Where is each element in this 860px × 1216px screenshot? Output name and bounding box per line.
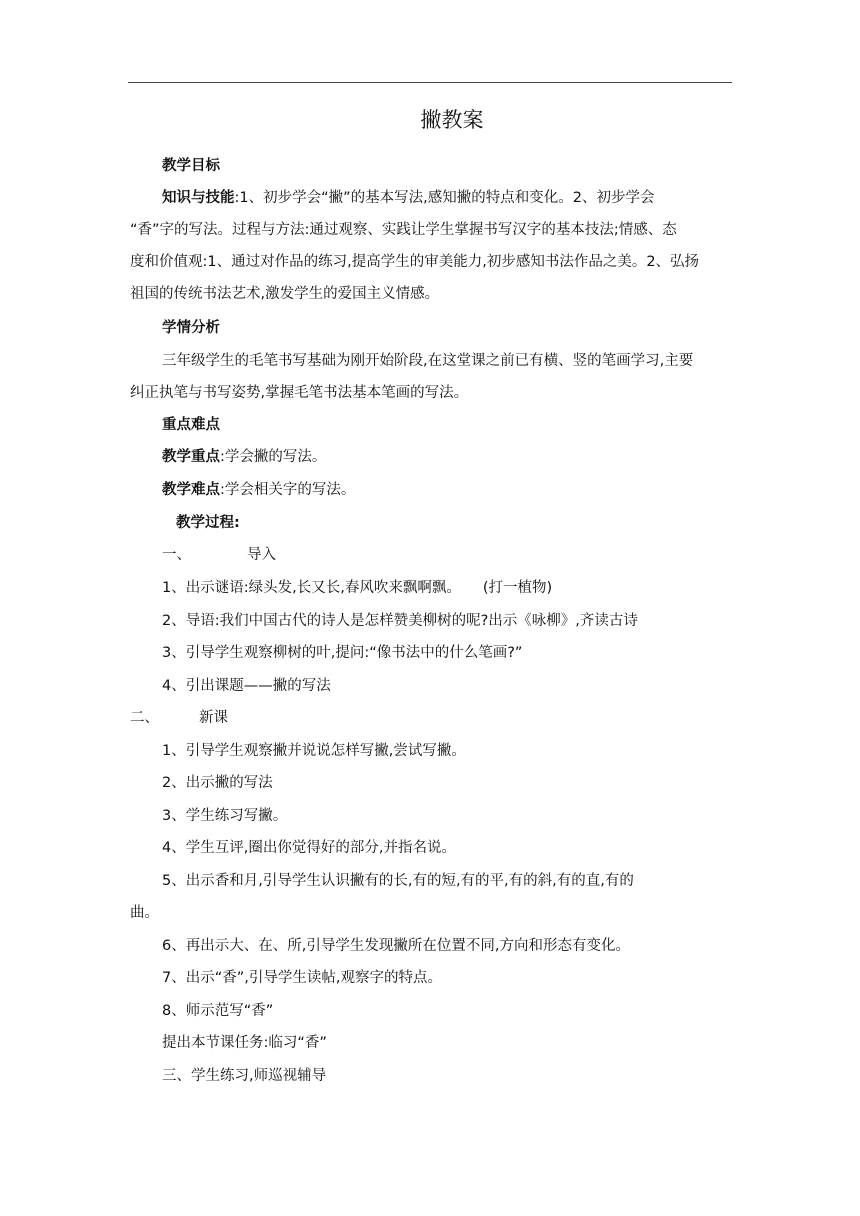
header-rule [128, 82, 732, 83]
part2-item-6: 6、再出示大、在、所,引导学生发现撇所在位置不同,方向和形态有变化。 [162, 938, 630, 954]
analysis-text-line1: 三年级学生的毛笔书写基础为刚开始阶段,在这堂课之前已有横、竖的笔画学习,主要 [162, 353, 694, 369]
skills-text-line2: “香”字的写法。过程与方法:通过观察、实践让学生掌握书写汉字的基本技法;情感、态 [130, 222, 677, 238]
part2-item-8: 8、师示范写“香” [162, 1003, 274, 1019]
part2-item-1: 1、引导学生观察撇并说说怎样写撇,尝试写撇。 [162, 743, 466, 759]
analysis-text-line2: 纠正执笔与书写姿势,掌握毛笔书法基本笔画的写法。 [130, 385, 469, 401]
paragraph-focus [162, 447, 326, 467]
part1-heading [162, 545, 276, 565]
skills-label: 知识与技能 [162, 190, 235, 206]
part2-item-3: 3、学生练习写撇。 [162, 808, 288, 824]
skills-text-line4: 祖国的传统书法艺术,激发学生的爱国主义情感。 [130, 286, 440, 302]
part2-item-5-continued: 曲。 [130, 905, 159, 921]
part2-item-7: 7、出示“香”,引导学生读帖,观察字的特点。 [162, 970, 442, 986]
focus-text: :学会撇的写法。 [220, 449, 327, 465]
task-statement: 提出本节课任务:临习“香” [162, 1035, 327, 1051]
part1-number: 一、 [162, 547, 191, 563]
part1-item-4: 4、引出课题——撇的写法 [162, 678, 331, 694]
part3-heading: 三、学生练习,师巡视辅导 [162, 1068, 327, 1084]
difficulty-text: :学会相关字的写法。 [220, 482, 356, 498]
difficulty-label: 教学难点 [162, 482, 220, 498]
part1-item-1 [162, 578, 552, 598]
part2-item-4: 4、学生互评,圈出你觉得好的部分,并指名说。 [162, 840, 456, 856]
paragraph-skills [162, 188, 654, 208]
part1-item-3: 3、引导学生观察柳树的叶,提问:“像书法中的什么笔画?” [162, 645, 523, 661]
focus-label: 教学重点 [162, 449, 220, 465]
part1-label: 导入 [247, 547, 276, 563]
heading-teaching-process: 教学过程: [176, 515, 240, 531]
part1-item-1-note: (打一植物) [482, 580, 553, 596]
part2-item-2: 2、出示撇的写法 [162, 775, 273, 791]
heading-teaching-goals: 教学目标 [162, 158, 220, 174]
part2-number: 二、 [130, 710, 159, 726]
heading-key-points: 重点难点 [162, 417, 220, 433]
paragraph-difficulty [162, 480, 355, 500]
part1-item-1-text: 1、出示谜语:绿头发,长又长,春风吹来飘啊飘。 [162, 580, 461, 596]
part1-item-2: 2、导语:我们中国古代的诗人是怎样赞美柳树的呢?出示《咏柳》,齐读古诗 [162, 613, 638, 629]
document-title: 撇教案 [420, 108, 484, 132]
part2-item-5: 5、出示香和月,引导学生认识撇有的长,有的短,有的平,有的斜,有的直,有的 [162, 873, 634, 889]
heading-student-analysis: 学情分析 [162, 320, 220, 336]
part2-label: 新课 [199, 710, 228, 726]
skills-text-line3: 度和价值观:1、通过对作品的练习,提高学生的审美能力,初步感知书法作品之美。2、弘扬 [130, 254, 700, 270]
skills-text: :1、初步学会“撇”的基本写法,感知撇的特点和变化。2、初步学会 [234, 190, 655, 206]
part2-heading [130, 708, 228, 728]
